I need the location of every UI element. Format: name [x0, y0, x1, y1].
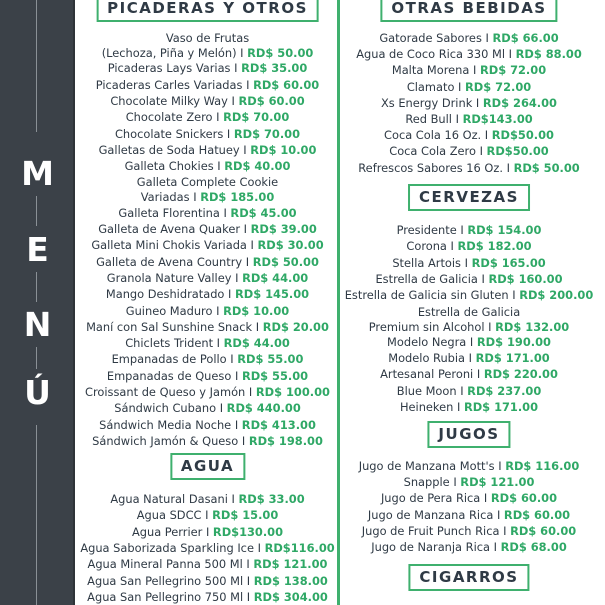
menu-item-name: Galleta Florentina: [118, 205, 220, 220]
menu-item: [343, 540, 595, 555]
menu-item-name: Galleta Chokies: [124, 159, 214, 174]
menu-item-name: Agua SDCC: [136, 508, 202, 523]
price-separator: I: [460, 223, 464, 237]
price-separator: I: [469, 334, 474, 349]
price-separator: I: [456, 400, 461, 414]
menu-item: [343, 335, 595, 350]
menu-item-price: RD$ 15.00: [212, 508, 279, 523]
menu-item-price: RD$ 10.00: [223, 303, 290, 318]
menu-item-price: RD$ 304.00: [253, 589, 328, 604]
menu-item-price: RD$ 132.00: [495, 319, 570, 334]
menu-item: [80, 508, 335, 523]
menu-item-price: RD$ 30.00: [257, 238, 324, 253]
column-divider: [337, 0, 340, 605]
price-separator: I: [241, 433, 246, 448]
menu-item-price: RD$ 45.00: [230, 205, 297, 220]
price-separator: I: [508, 47, 512, 62]
menu-item-name: Sándwich Jamón & Queso: [92, 433, 239, 448]
menu-item-price: RD$ 39.00: [250, 222, 317, 236]
menu-item: [343, 400, 595, 415]
menu-item: [80, 492, 335, 507]
menu-item-price: RD$116.00: [264, 540, 335, 555]
menu-item-name: Snapple: [403, 475, 450, 490]
menu-item-price: RD$ 171.00: [475, 351, 550, 366]
menu-item: [80, 159, 335, 174]
menu-item-name: Presidente: [396, 223, 457, 237]
price-separator: I: [476, 367, 481, 382]
menu-item: [80, 557, 335, 572]
menu-item-price: RD$ 198.00: [248, 433, 323, 448]
menu-item: [343, 144, 595, 159]
price-separator: I: [257, 540, 261, 555]
sidebar-letter-u: Ú: [24, 373, 51, 412]
menu-item: [343, 128, 595, 143]
menu-item: [80, 369, 335, 384]
menu-item-price: RD$ 121.00: [253, 557, 328, 572]
menu-item-price: RD$ 44.00: [242, 270, 309, 285]
menu-item-name: Artesanal Peroni: [380, 367, 474, 382]
menu-item-name: Red Bull: [405, 112, 452, 126]
menu-item: [80, 110, 335, 125]
menu-item-price: RD$ 60.00: [503, 507, 571, 522]
menu-item-name: Sándwich Cubano: [114, 401, 217, 416]
menu-item-name: Modelo Rubia: [388, 351, 466, 366]
menu-item: [343, 96, 595, 111]
price-separator: I: [250, 238, 254, 253]
menu-item: [80, 418, 335, 433]
menu-item-price: RD$ 138.00: [253, 573, 328, 588]
menu-item-price: RD$ 68.00: [500, 540, 567, 554]
sidebar-rule: [36, 196, 37, 226]
menu-item: [80, 401, 335, 416]
price-separator: I: [455, 112, 459, 126]
menu-item: [80, 385, 335, 400]
menu-item-price: RD$ 50.00: [247, 46, 314, 60]
section-header-jugos: JUGOS: [427, 421, 510, 448]
price-separator: I: [475, 95, 480, 110]
price-separator: I: [243, 142, 247, 157]
price-separator: I: [503, 523, 507, 538]
menu-item-name: Agua Perrier: [131, 524, 203, 539]
price-separator: I: [493, 540, 497, 554]
menu-item-price: RD$ 60.00: [490, 491, 558, 506]
menu-item-price: RD$ 55.00: [237, 352, 304, 367]
price-separator: I: [235, 270, 239, 285]
menu-item-price: RD$ 35.00: [241, 61, 308, 76]
price-separator: I: [472, 63, 477, 78]
section-header-otras-bebidas: OTRAS BEBIDAS: [380, 0, 557, 22]
menu-item-price: RD$ 40.00: [224, 159, 291, 174]
section-header-picaderas: PICADERAS Y OTROS: [96, 0, 319, 22]
menu-item: [80, 525, 335, 540]
price-separator: I: [512, 288, 516, 303]
menu-item: [343, 367, 595, 382]
price-separator: I: [246, 573, 251, 588]
menu-item-price: RD$ 88.00: [515, 47, 582, 62]
menu-item-name: Malta Morena: [391, 63, 470, 78]
price-separator: I: [216, 110, 220, 125]
price-separator: I: [255, 319, 260, 334]
menu-item-price: RD$ 72.00: [479, 63, 547, 78]
menu-item-price: RD$ 185.00: [200, 190, 275, 205]
menu-item: [80, 336, 335, 351]
price-separator: I: [231, 492, 235, 506]
sidebar-letter-m: M: [21, 154, 54, 193]
menu-item-name: Coca Cola Zero: [389, 144, 476, 159]
menu-item-price: RD$ 44.00: [223, 336, 290, 351]
menu-item: [343, 524, 595, 539]
menu-item: [80, 574, 335, 589]
menu-item-name: Agua Mineral Panna 500 Ml: [87, 557, 243, 572]
price-separator: I: [246, 77, 250, 92]
menu-item: [80, 206, 335, 221]
price-separator: I: [460, 383, 464, 398]
menu-item-price: RD$ 190.00: [476, 334, 551, 349]
menu-item-name: Galleta de Avena Quaker: [98, 222, 241, 236]
menu-item: [80, 127, 335, 142]
menu-item-name: Gatorade Sabores: [379, 31, 482, 45]
menu-item: [80, 352, 335, 367]
menu-item: [80, 94, 335, 109]
price-separator: I: [243, 222, 247, 236]
menu-item: [343, 47, 595, 62]
menu-item-name: Jugo de Manzana Mott's: [358, 459, 495, 473]
menu-item: [80, 143, 335, 158]
price-separator: I: [219, 401, 224, 416]
menu-item-price: RD$ 121.00: [460, 475, 535, 490]
section-header-cervezas: CERVEZAS: [408, 184, 530, 211]
menu-item-name: Chocolate Snickers: [114, 126, 224, 141]
menu-item: [343, 256, 595, 271]
menu-item-price: RD$ 160.00: [488, 271, 563, 286]
menu-item-name: Blue Moon: [396, 383, 457, 398]
menu-item-name: Agua San Pellegrino 500 Ml: [87, 573, 244, 588]
sidebar-rule: [36, 425, 37, 605]
menu-item: [343, 459, 595, 474]
menu-item-price: RD$ 237.00: [467, 383, 542, 398]
menu-item-name-line2: Variadas: [140, 190, 190, 205]
price-separator: I: [483, 491, 488, 506]
menu-item-price: RD$ 220.00: [483, 367, 558, 382]
menu-item: [80, 304, 335, 319]
menu-item-price: RD$ 182.00: [457, 239, 532, 254]
price-separator: I: [458, 79, 462, 94]
menu-item: [80, 590, 335, 605]
menu-item: [80, 271, 335, 286]
menu-item: [343, 272, 595, 287]
price-separator: I: [484, 128, 489, 143]
menu-item-name: Galletas de Soda Hatuey: [98, 142, 240, 157]
menu-item-name: Galleta Mini Chokis Variada: [91, 238, 247, 253]
price-separator: I: [485, 31, 489, 45]
menu-item-price: RD$ 70.00: [233, 126, 301, 141]
menu-item-name: Refrescos Sabores 16 Oz.: [358, 160, 503, 175]
menu-item: [343, 63, 595, 78]
menu-item-price: RD$ 55.00: [241, 368, 309, 383]
menu-item-price: RD$ 50.00: [513, 160, 580, 175]
menu-item-name: Guineo Maduro: [125, 303, 213, 318]
menu-item-price: RD$ 165.00: [471, 255, 546, 270]
menu-sidebar: [0, 0, 75, 605]
price-separator: I: [240, 46, 244, 60]
menu-item-name: Corona: [406, 239, 447, 254]
price-separator: I: [231, 93, 235, 108]
menu-item-name: Maní con Sal Sunshine Snack: [86, 319, 253, 334]
menu-item-price: RD$ 171.00: [463, 400, 539, 414]
menu-item: [80, 78, 335, 93]
section-header-agua: AGUA: [170, 453, 245, 480]
menu-item-name: Galleta de Avena Country: [96, 254, 243, 269]
menu-item: [80, 222, 335, 237]
menu-item-price: RD$ 33.00: [238, 492, 305, 506]
menu-item-name: Galleta Complete Cookie: [136, 175, 279, 190]
menu-item-price: RD$ 60.00: [253, 77, 320, 92]
price-separator: I: [464, 255, 468, 270]
menu-item-price: RD$ 264.00: [482, 95, 557, 110]
price-separator: I: [193, 190, 197, 205]
menu-item-name: Clamato: [406, 79, 455, 94]
menu-item-name: Mango Deshidratado: [105, 287, 225, 302]
menu-item-price: RD$ 70.00: [223, 110, 290, 125]
menu-item-price: RD$ 72.00: [465, 79, 532, 94]
menu-item-price: RD$ 100.00: [255, 385, 330, 399]
price-separator: I: [506, 160, 510, 175]
menu-item: [343, 112, 595, 127]
menu-item-name: Chiclets Trident: [125, 336, 214, 351]
menu-item-name: Jugo de Naranja Rica: [371, 540, 490, 554]
menu-item-name: Jugo de Pera Rica: [380, 491, 481, 506]
menu-item: [80, 31, 335, 61]
sidebar-letter-e: E: [26, 230, 49, 269]
menu-item-name: Stella Artois: [392, 255, 461, 270]
menu-item-name: Empanadas de Pollo: [111, 352, 227, 367]
price-separator: I: [246, 557, 250, 572]
menu-item-price: RD$ 60.00: [510, 523, 577, 538]
menu-item-price: RD$ 10.00: [250, 142, 317, 157]
menu-item-name: Chocolate Zero: [125, 110, 213, 125]
menu-item-name: Chocolate Milky Way: [110, 93, 228, 108]
sidebar-rule: [36, 0, 37, 132]
menu-item-name: Picaderas Carles Variadas: [95, 77, 243, 92]
price-separator: I: [223, 205, 227, 220]
menu-item: [80, 61, 335, 76]
menu-item: [80, 434, 335, 449]
menu-item-name-line2: Premium sin Alcohol: [368, 319, 485, 334]
menu-item-name: Granola Nature Valley: [106, 270, 232, 285]
menu-item: [343, 161, 595, 176]
menu-item: [80, 320, 335, 335]
price-separator: I: [216, 303, 220, 318]
menu-item-name: Jugo de Manzana Rica: [367, 507, 494, 522]
menu-item-name: Croissant de Queso y Jamón: [85, 385, 246, 399]
section-header-cigarros: CIGARROS: [408, 564, 529, 591]
menu-item-name: Estrella de Galicia sin Gluten: [344, 288, 509, 303]
menu-item-name: Vaso de Frutas: [165, 31, 250, 45]
price-separator: I: [234, 417, 239, 432]
price-separator: I: [498, 459, 502, 473]
menu-item-price: RD$ 200.00: [519, 288, 594, 303]
menu-item: [343, 384, 595, 399]
menu-item-name: Modelo Negra: [387, 334, 467, 349]
menu-item: [80, 541, 335, 556]
menu-item-price: RD$130.00: [212, 524, 284, 539]
menu-item: [80, 238, 335, 253]
menu-item: [343, 31, 595, 46]
sidebar-letter-n: N: [23, 305, 52, 344]
menu-item-price: RD$50.00: [491, 128, 554, 143]
price-separator: I: [234, 368, 239, 383]
menu-item: [80, 175, 335, 205]
menu-item: [343, 288, 595, 303]
menu-item-price: RD$ 145.00: [235, 287, 310, 302]
menu-item-name: Jugo de Fruit Punch Rica: [361, 523, 500, 538]
menu-item: [343, 305, 595, 335]
price-separator: I: [488, 319, 492, 334]
menu-item-name: Empanadas de Queso: [106, 368, 232, 383]
menu-item: [343, 351, 595, 366]
menu-item-price: RD$143.00: [462, 112, 533, 126]
price-separator: I: [450, 239, 454, 254]
menu-item: [80, 255, 335, 270]
price-separator: I: [245, 254, 250, 269]
menu-item: [343, 223, 595, 238]
menu-item-price: RD$ 20.00: [262, 319, 329, 334]
price-separator: I: [230, 352, 234, 367]
menu-item-name: Estrella de Galicia: [375, 271, 478, 286]
sidebar-rule: [36, 347, 37, 369]
menu-item-name: Estrella de Galicia: [417, 304, 521, 319]
price-separator: I: [217, 159, 221, 174]
price-separator: I: [205, 524, 210, 539]
menu-item-price: RD$ 50.00: [252, 254, 319, 269]
menu-item-price: RD$50.00: [486, 144, 549, 159]
menu-item-name: Picaderas Lays Varias: [107, 61, 231, 76]
menu-item: [343, 475, 595, 490]
menu-item-name-line2: (Lechoza, Piña y Melón): [101, 46, 237, 60]
price-separator: I: [228, 287, 232, 302]
menu-item-price: RD$ 66.00: [492, 31, 559, 45]
menu-item-name: Agua Natural Dasani: [110, 492, 228, 506]
menu-item-name: Sándwich Media Noche: [99, 417, 232, 432]
menu-item: [80, 287, 335, 302]
price-separator: I: [234, 61, 238, 76]
menu-item-name: Agua Saborizada Sparkling Ice: [80, 540, 254, 555]
menu-item: [343, 508, 595, 523]
price-separator: I: [226, 126, 231, 141]
price-separator: I: [481, 271, 485, 286]
sidebar-rule: [36, 272, 37, 302]
price-separator: I: [205, 508, 209, 523]
menu-item-name: Heineken: [399, 400, 454, 414]
menu-item-price: RD$ 440.00: [226, 401, 301, 416]
price-separator: I: [479, 144, 483, 159]
menu-item-name: Agua San Pellegrino 750 Ml: [87, 589, 244, 604]
price-separator: I: [216, 336, 221, 351]
price-separator: I: [246, 589, 251, 604]
menu-item: [343, 239, 595, 254]
price-separator: I: [453, 475, 457, 490]
menu-item-name: Agua de Coco Rica 330 Ml: [356, 47, 505, 62]
menu-item-price: RD$ 60.00: [238, 93, 305, 108]
menu-item-price: RD$ 116.00: [505, 459, 580, 473]
menu-item-price: RD$ 413.00: [241, 417, 316, 432]
menu-item: [343, 80, 595, 95]
menu-item-price: RD$ 154.00: [467, 223, 542, 237]
price-separator: I: [468, 351, 473, 366]
sidebar-edge: [73, 0, 75, 605]
menu-item: [343, 491, 595, 506]
price-separator: I: [248, 385, 253, 399]
menu-item-name: Coca Cola 16 Oz.: [384, 128, 482, 143]
price-separator: I: [496, 507, 501, 522]
menu-item-name: Xs Energy Drink: [381, 95, 473, 110]
